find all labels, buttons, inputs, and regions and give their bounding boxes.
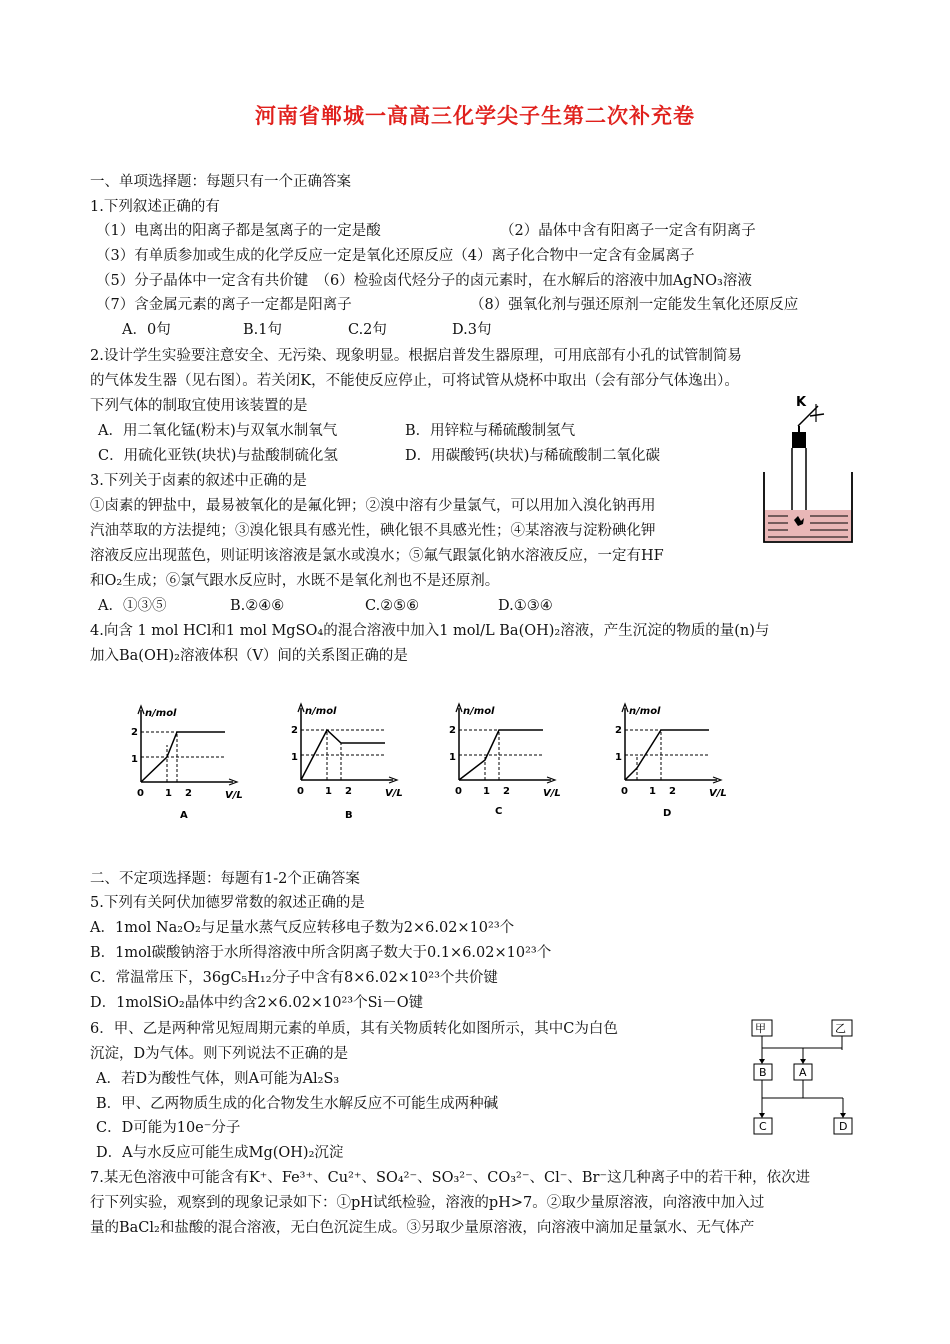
svg-text:n/mol: n/mol <box>629 706 661 717</box>
rubber-stopper <box>792 432 806 448</box>
q6-transformation-flowchart <box>748 1016 860 1138</box>
q6-choice-c: C．D可能为10e⁻分子 <box>96 1120 241 1136</box>
svg-text:2: 2 <box>669 786 676 797</box>
svg-text:A: A <box>180 810 188 821</box>
svg-text:乙: 乙 <box>835 1022 846 1035</box>
q6-choice-b: B．甲、乙两物质生成的化合物发生水解反应不可能生成两种碱 <box>96 1096 499 1112</box>
svg-text:1: 1 <box>291 752 298 763</box>
q1-choice-c: C.2句 <box>348 322 387 338</box>
svg-text:V/L: V/L <box>543 788 561 799</box>
svg-text:V/L: V/L <box>385 788 403 799</box>
svg-text:C: C <box>759 1120 767 1133</box>
q5-stem: 5.下列有关阿伏加德罗常数的叙述正确的是 <box>90 895 365 911</box>
q5-choice-b: B．1mol碳酸钠溶于水所得溶液中所含阴离子数大于0.1×6.02×10²³个 <box>90 945 552 961</box>
q2-line-1: 2.设计学生实验要注意安全、无污染、现象明显。根据启普发生器原理，可用底部有小孔的试管制简易 <box>90 348 742 364</box>
q1-option-2: （2）晶体中含有阳离子一定含有阴离子 <box>500 223 756 239</box>
q2-choice-d: D．用碳酸钙(块状)与稀硫酸制二氧化碳 <box>405 448 660 464</box>
svg-text:2: 2 <box>449 725 456 736</box>
svg-text:0: 0 <box>455 786 462 797</box>
q3-line-2: 汽油萃取的方法提纯；③溴化银具有感光性，碘化银不具感光性；④某溶液与淀粉碘化钾 <box>90 523 656 539</box>
svg-text:0: 0 <box>297 786 304 797</box>
q1-option-3-4: （3）有单质参加或生成的化学反应一定是氧化还原反应（4）离子化合物中一定含有金属离子 <box>96 248 695 264</box>
svg-text:2: 2 <box>291 725 298 736</box>
graph-b <box>291 704 403 821</box>
valve-k <box>810 414 824 416</box>
q5-choice-c: C．常温常压下，36gC₅H₁₂分子中含有8×6.02×10²³个共价键 <box>90 970 498 986</box>
q6-choice-d: D．A与水反应可能生成Mg(OH)₂沉淀 <box>96 1145 344 1161</box>
svg-text:1: 1 <box>483 786 490 797</box>
section-2-heading: 二、不定项选择题：每题有1-2个正确答案 <box>90 871 360 887</box>
svg-text:2: 2 <box>131 727 138 738</box>
q3-line-1: ①卤素的钾盐中，最易被氧化的是氟化钾；②溴中溶有少量氯气，可以用加入溴化钠再用 <box>90 498 656 514</box>
q1-option-8: （8）强氧化剂与强还原剂一定能发生氧化还原反应 <box>470 297 799 313</box>
svg-text:B: B <box>759 1066 767 1079</box>
svg-text:n/mol: n/mol <box>145 708 177 719</box>
q1-choice-d: D.3句 <box>452 322 492 338</box>
q6-line-2: 沉淀，D为气体。则下列说法不正确的是 <box>90 1046 349 1062</box>
q2-choice-b: B．用锌粒与稀硫酸制氢气 <box>405 423 576 439</box>
svg-text:甲: 甲 <box>755 1022 766 1035</box>
q6-line-1: 6．甲、乙是两种常见短周期元素的单质，其有关物质转化如图所示，其中C为白色 <box>90 1021 618 1037</box>
q1-choice-a: A．0句 <box>122 322 171 338</box>
graph-a <box>131 706 243 821</box>
q5-choice-d: D．1molSiO₂晶体中约含2×6.02×10²³个Si－O键 <box>90 995 424 1011</box>
q3-line-3: 溶液反应出现蓝色，则证明该溶液是氯水或溴水；⑤氟气跟氯化钠水溶液反应，一定有HF <box>90 548 664 564</box>
graph-d <box>615 704 727 819</box>
q4-line-1: 4.向含 1 mol HCl和1 mol MgSO₄的混合溶液中加入1 mol/L Ba(OH)₂溶液，产生沉淀的物质的量(n)与 <box>90 623 770 639</box>
svg-text:C: C <box>495 806 503 817</box>
svg-text:1: 1 <box>615 752 622 763</box>
svg-text:1: 1 <box>131 754 138 765</box>
q1-stem: 1.下列叙述正确的有 <box>90 199 220 215</box>
q6-choice-a: A．若D为酸性气体，则A可能为Al₂S₃ <box>96 1071 340 1087</box>
svg-text:A: A <box>799 1066 807 1079</box>
q3-choice-c: C.②⑤⑥ <box>365 598 420 614</box>
svg-text:n/mol: n/mol <box>305 706 337 717</box>
svg-text:B: B <box>345 810 353 821</box>
q2-choice-a: A．用二氧化锰(粉末)与双氧水制氧气 <box>98 423 338 439</box>
q1-option-5-6: （5）分子晶体中一定含有共价键 （6）检验卤代烃分子的卤元素时，在水解后的溶液中加AgNO₃溶液 <box>96 273 752 289</box>
svg-text:n/mol: n/mol <box>463 706 495 717</box>
svg-text:1: 1 <box>165 788 172 799</box>
svg-text:1: 1 <box>325 786 332 797</box>
q3-choice-a: A．①③⑤ <box>98 598 167 614</box>
svg-text:D: D <box>663 808 672 819</box>
svg-text:V/L: V/L <box>709 788 727 799</box>
svg-text:2: 2 <box>503 786 510 797</box>
page-title: 河南省郸城一高高三化学尖子生第二次补充卷 <box>255 104 695 128</box>
q7-line-3: 量的BaCl₂和盐酸的混合溶液，无白色沉淀生成。③另取少量原溶液，向溶液中滴加足量氯水、无气体产 <box>90 1220 755 1236</box>
q3-stem: 3.下列关于卤素的叙述中正确的是 <box>90 473 307 489</box>
svg-text:1: 1 <box>649 786 656 797</box>
q5-choice-a: A．1mol Na₂O₂与足量水蒸气反应转移电子数为2×6.02×10²³个 <box>90 920 515 936</box>
q3-choice-b: B.②④⑥ <box>230 598 285 614</box>
svg-text:0: 0 <box>621 786 628 797</box>
q7-line-1: 7.某无色溶液中可能含有K⁺、Fe³⁺、Cu²⁺、SO₄²⁻、SO₃²⁻、CO₃²⁻、Cl⁻、Br⁻这几种离子中的若干种，依次进 <box>90 1170 811 1186</box>
q2-line-2: 的气体发生器（见右图）。若关闭K，不能使反应停止，可将试管从烧杯中取出（会有部分气体逸出）。 <box>90 373 739 389</box>
q1-option-7: （7）含金属元素的离子一定都是阳离子 <box>96 297 352 313</box>
q3-choice-d: D.①③④ <box>498 598 553 614</box>
gas-generator-apparatus-diagram <box>758 392 858 547</box>
svg-text:2: 2 <box>615 725 622 736</box>
svg-text:V/L: V/L <box>225 790 243 801</box>
q2-choice-c: C．用硫化亚铁(块状)与盐酸制硫化氢 <box>98 448 338 464</box>
svg-text:0: 0 <box>137 788 144 799</box>
svg-text:D: D <box>839 1120 848 1133</box>
svg-text:1: 1 <box>449 752 456 763</box>
svg-text:2: 2 <box>185 788 192 799</box>
q3-line-4: 和O₂生成；⑥氯气跟水反应时，水既不是氧化剂也不是还原剂。 <box>90 573 500 589</box>
q2-line-3: 下列气体的制取宜使用该装置的是 <box>90 398 308 414</box>
q1-choice-b: B.1句 <box>243 322 282 338</box>
valve-k-label: K <box>796 395 807 410</box>
graph-c <box>449 704 561 817</box>
svg-text:2: 2 <box>345 786 352 797</box>
q4-graphs <box>115 700 755 830</box>
q1-option-1: （1）电离出的阳离子都是氢离子的一定是酸 <box>96 223 381 239</box>
q4-line-2: 加入Ba(OH)₂溶液体积（V）间的关系图正确的是 <box>90 648 408 664</box>
beaker-liquid <box>765 510 851 541</box>
section-1-heading: 一、单项选择题：每题只有一个正确答案 <box>90 174 351 190</box>
q7-line-2: 行下列实验，观察到的现象记录如下：①pH试纸检验，溶液的pH>7。②取少量原溶液，向溶液中加入过 <box>90 1195 765 1211</box>
